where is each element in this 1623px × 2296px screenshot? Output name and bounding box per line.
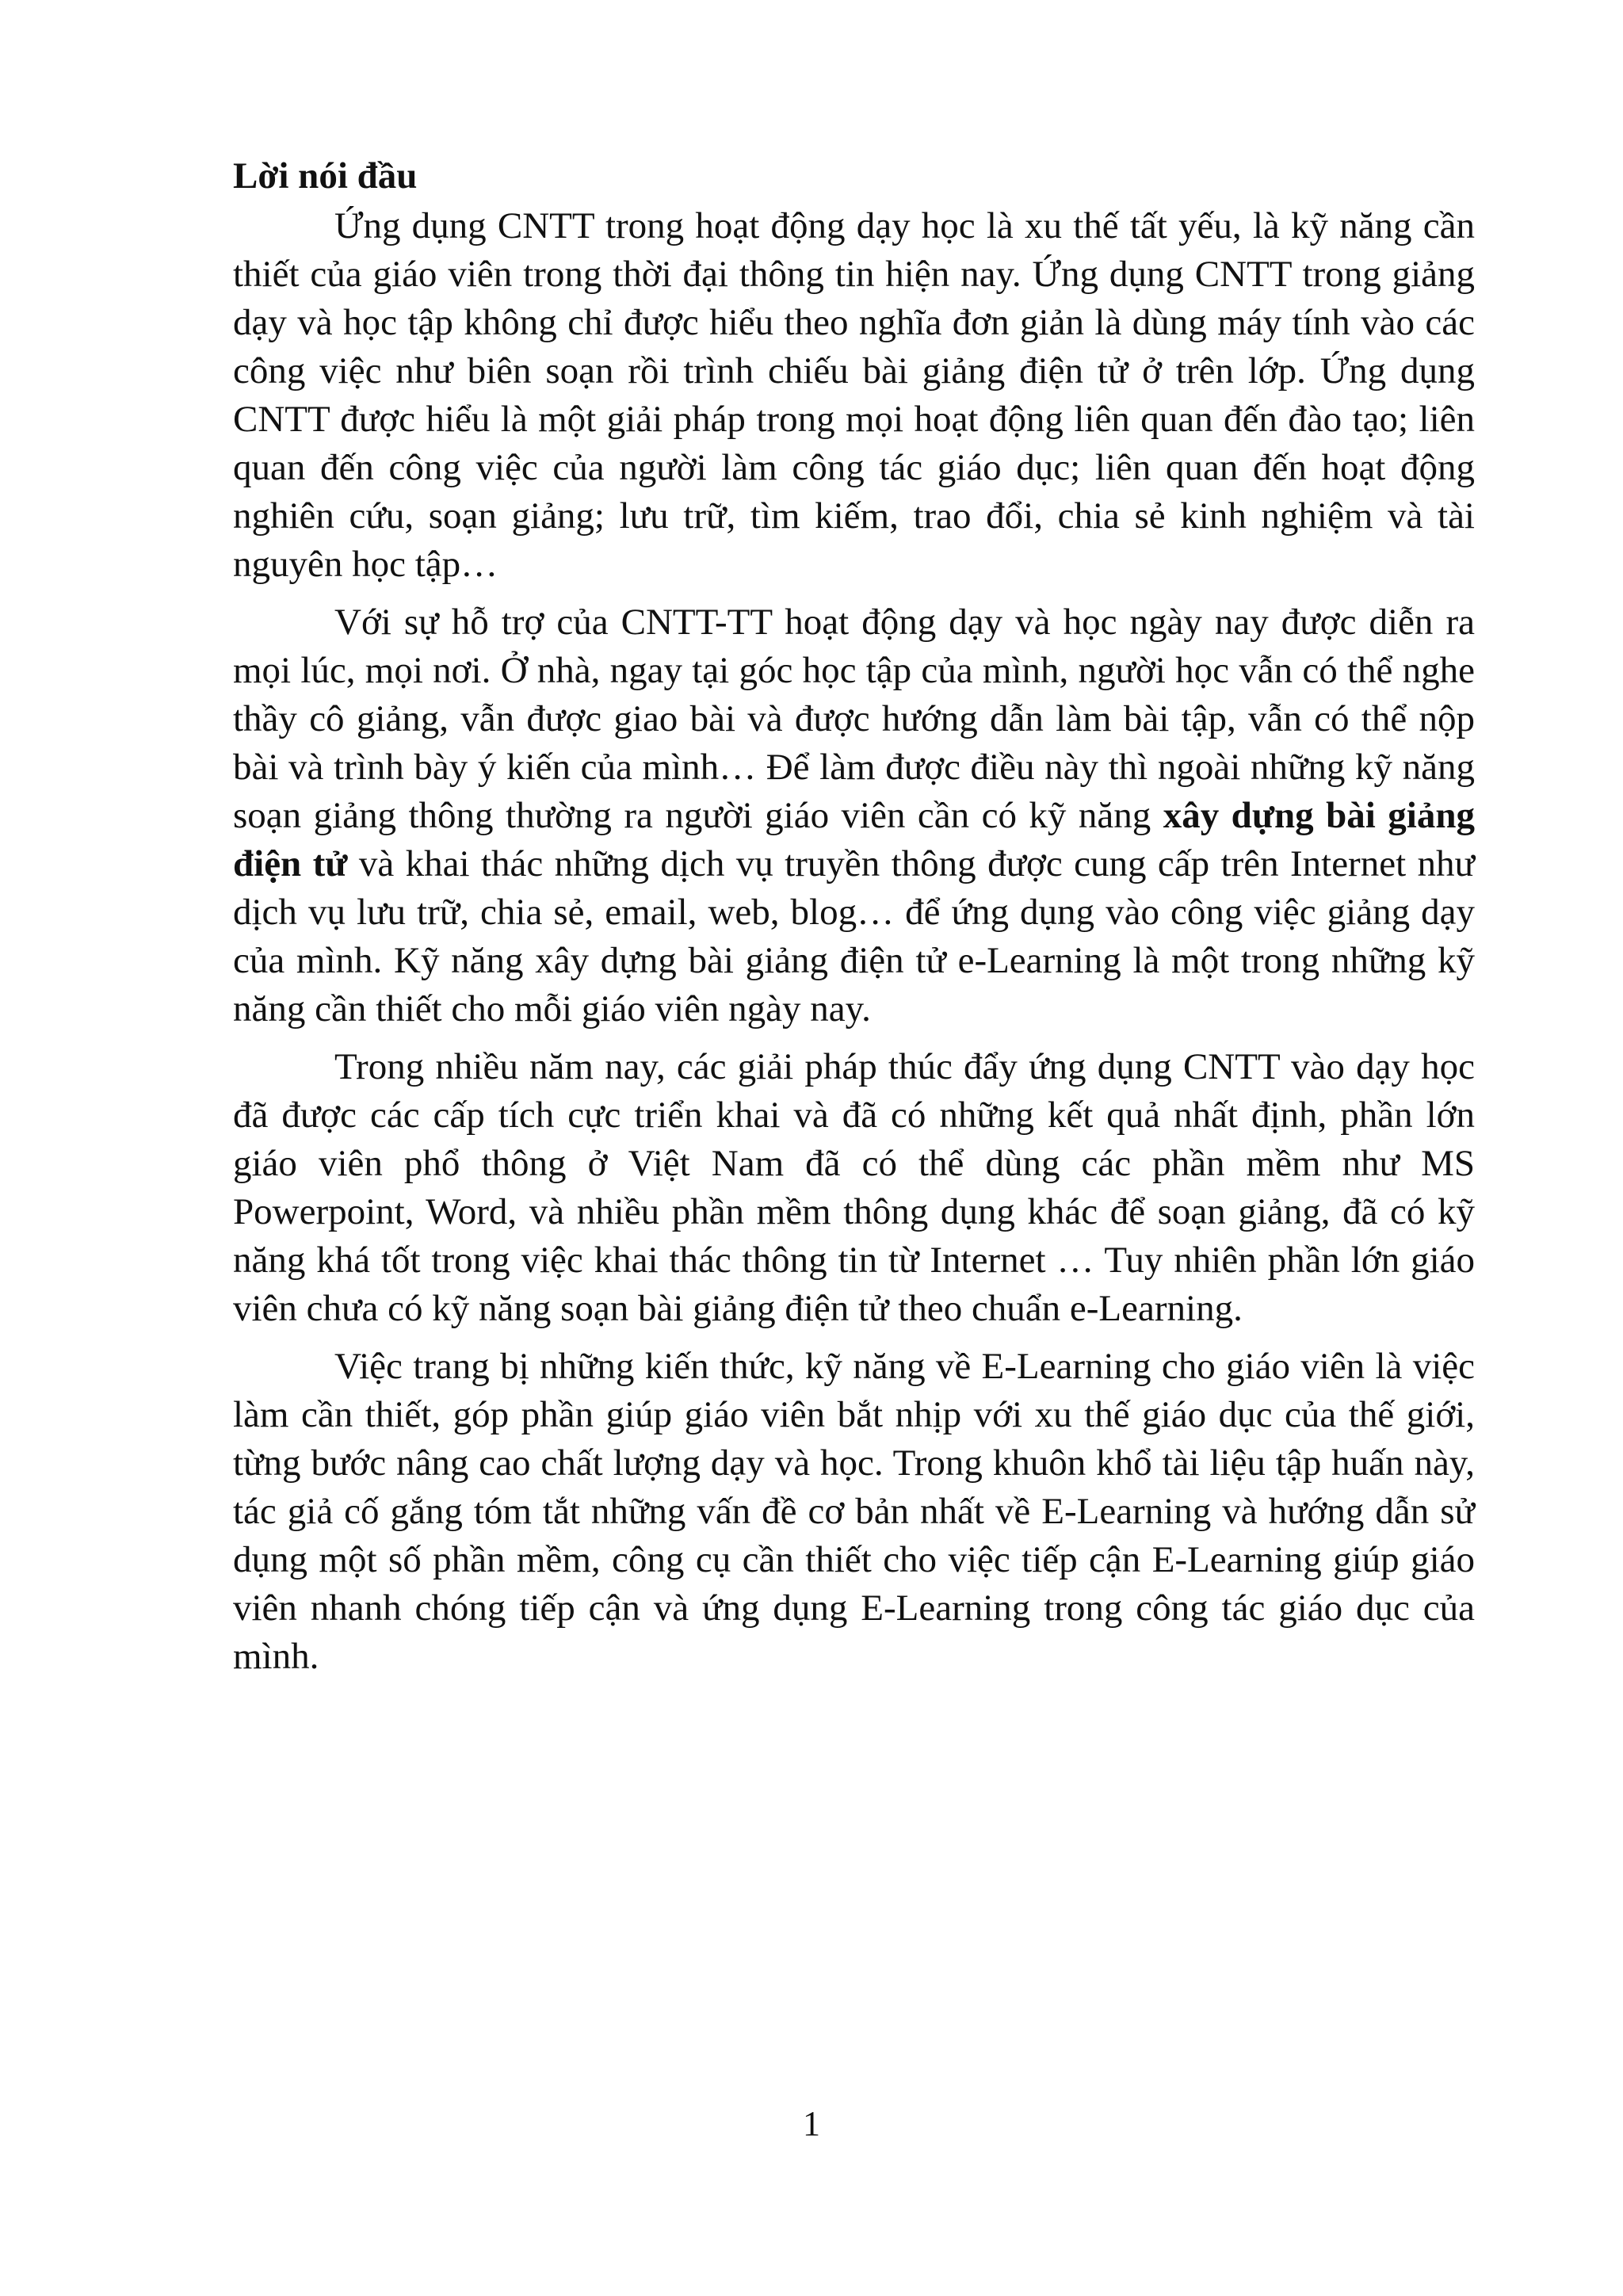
paragraph-2-text-end: và khai thác những dịch vụ truyền thông được cung cấp trên Internet như dịch vụ lưu trữ, chia sẻ, email, web, blog… để ứng dụng vào công việc giảng dạy của mình. Kỹ năng xây dựng bài giảng điện tử e-Learning là một trong những kỹ năng cần thiết cho mỗi giáo viên ngày nay.	[233, 843, 1475, 1030]
paragraph-4: Việc trang bị những kiến thức, kỹ năng về E-Learning cho giáo viên là việc làm cần thiết, góp phần giúp giáo viên bắt nhịp với xu thế giáo dục của thế giới, từng bước nâng cao chất lượng dạy và học. Trong khuôn khổ tài liệu tập huấn này, tác giả cố gắng tóm tắt những vấn đề cơ bản nhất về E-Learning và hướng dẫn sử dụng một số phần mềm, công cụ cần thiết cho việc tiếp cận E-Learning giúp giáo viên nhanh chóng tiếp cận và ứng dụng E-Learning trong công tác giáo dục của mình.	[233, 1346, 1475, 1677]
document-body	[233, 152, 1475, 1690]
paragraph-1: Ứng dụng CNTT trong hoạt động dạy học là xu thế tất yếu, là kỹ năng cần thiết của giáo viên trong thời đại thông tin hiện nay. Ứng dụng CNTT trong giảng dạy và học tập không chỉ được hiểu theo nghĩa đơn giản là dùng máy tính vào các công việc như biên soạn rồi trình chiếu bài giảng điện tử ở trên lớp. Ứng dụng CNTT được hiểu là một giải pháp trong mọi hoạt động liên quan đến đào tạo; liên quan đến công việc của người làm công tác giáo dục; liên quan đến hoạt động nghiên cứu, soạn giảng; lưu trữ, tìm kiếm, trao đổi, chia sẻ kinh nghiệm và tài nguyên học tập…	[233, 205, 1475, 585]
page-number: 1	[803, 2104, 820, 2143]
paragraph-2	[233, 598, 1475, 1033]
preface-heading: Lời nói đầu	[233, 155, 418, 197]
paragraph-2-text-start: Với sự hỗ trợ của CNTT-TT hoạt động dạy và học ngày nay được diễn ra mọi lúc, mọi nơi. Ở nhà, ngay tại góc học tập của mình, người học vẫn có thể nghe thầy cô giảng, vẫn được giao bài và được hướng dẫn làm bài tập, vẫn có thể nộp bài và trình bày ý kiến của mình… Để làm được điều này thì ngoài những kỹ năng soạn giảng thông thường ra người giáo viên cần có kỹ năng	[233, 602, 1475, 836]
paragraph-3: Trong nhiều năm nay, các giải pháp thúc đẩy ứng dụng CNTT vào dạy học đã được các cấp tích cực triển khai và đã có những kết quả nhất định, phần lớn giáo viên phổ thông ở Việt Nam đã có thể dùng các phần mềm như MS Powerpoint, Word, và nhiều phần mềm thông dụng khác để soạn giảng, đã có kỹ năng khá tốt trong việc khai thác thông tin từ Internet … Tuy nhiên phần lớn giáo viên chưa có kỹ năng soạn bài giảng điện tử theo chuẩn e-Learning.	[233, 1046, 1475, 1329]
paragraph-2-bold-phrase: xây dựng bài giảng điện tử	[233, 795, 1475, 884]
